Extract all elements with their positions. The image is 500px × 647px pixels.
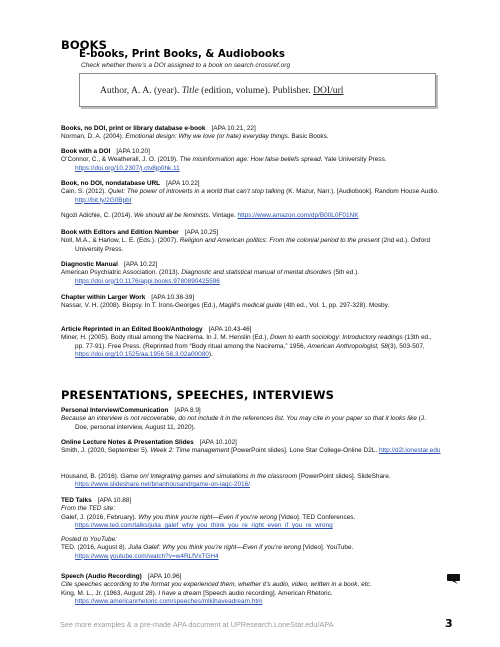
entry-book-no-doi: Books, no DOI, print or library database e-book [APA 10.21, 22] Norman, D. A. (2004). Emotional design: Why we love (or hate) everyday things. Basic Books.	[61, 125, 441, 142]
reference: Cain, S. (2012). Quiet: The power of introverts in a world that can’t stop talking (K. Mazur, Narr.). [Audiobook]. Random House Audio. http://bit.ly/2G0Bpbl	[61, 188, 439, 204]
entry-diagnostic-manual: Diagnostic Manual [APA 10.22] American Psychiatric Association. (2013). Diagnostic and statistical manual of mental disorders (5th ed.). https://doi.org/10.1176/appi.books.9780890425596	[61, 261, 441, 286]
reference: Ngozi Adichie, C. (2014). We should all be feminists. Vintage. https://www.amazon.com/dp/B00L0F01NK	[61, 212, 359, 219]
reference: Noll, M.A., & Harlow, L. E. (Eds.). (2007). Religion and American politics: From the colonial period to the present (2nd ed.). Oxford University Press.	[61, 237, 431, 253]
entry-chapter: Chapter within Larger Work [APA 10.38-39] Nassar, V. H. (2008). Biopsy. In T. Irons-Georges (Ed.), Magill’s medical guide (4th ed., Vol. 1, pp. 297-328). Mosby.	[61, 294, 441, 311]
entry-slideshare	[61, 473, 441, 490]
reference: Galef, J. (2016, February). Why you think you’re right—Even if you’re wrong [Video]. TED Conferences. https://www.ted.com/talks/julia_galef_why_you_think_you_re_right_even_if_you_re_wrong	[61, 513, 356, 529]
comment-icon[interactable]	[446, 573, 461, 585]
entry-lecture-slides: Online Lecture Notes & Presentation Slides [APA 10.102] Smith, J. (2020, September 5). Week 2: Time management [PowerPoint slides]. Lone Star College-Online D2L. http://d2l.lonestar.edu	[61, 439, 441, 455]
doi-link[interactable]: https://doi.org/10.1176/appi.books.9780890425596	[75, 277, 220, 285]
reference: Because an interview is not recoverable, do not include it in the references list. You may cite in your paper so that it looks like (J. Doe, personal interview, August 11, 2020).	[61, 415, 426, 431]
doi-link[interactable]: https://doi.org/10.1525/aa.1956.58.3.02a00080	[75, 350, 209, 358]
reference: Nassar, V. H. (2008). Biopsy. In T. Irons-Georges (Ed.), Magill’s medical guide (4th ed., Vol. 1, pp. 297-328). Mosby.	[61, 302, 390, 310]
books-heading: BOOKS	[61, 38, 108, 52]
presentations-heading: PRESENTATIONS, SPEECHES, INTERVIEWS	[61, 388, 334, 402]
url-link[interactable]: https://www.amazon.com/dp/B00L0F01NK	[237, 212, 359, 219]
reference: Smith, J. (2020, September 5). Week 2: Time management [PowerPoint slides]. Lone Star College-Online D2L. http://d2l.lonestar.edu	[61, 447, 441, 455]
entry-book-editors: Book with Editors and Edition Number [APA 10.25] Noll, M.A., & Harlow, L. E. (Eds.). (2007). Religion and American politics: From the colonial period to the present (2nd ed.). Oxford University Press.	[61, 229, 441, 254]
footer-text: See more examples & a pre-made APA document at UPResearch.LoneStar.edu/APA	[60, 620, 334, 629]
url-link[interactable]: https://www.slideshare.net/brianhousand/game-on-iagc-2016/	[75, 481, 250, 489]
reference: Housand, B. (2016). Game on! Integrating games and simulations in the classroom [PowerPoint slides]. SlideShare. https://www.slideshare.net/brianhousand/game-on-iagc-2016/	[61, 473, 391, 489]
url-link[interactable]: http://bit.ly/2G0Bpbl	[75, 196, 132, 204]
url-link[interactable]: https://www.youtube.com/watch?v=w4RLfVxTGH4	[75, 552, 219, 560]
entry-speech: Speech (Audio Recording) [APA 10.96] Cite speeches according to the format you experienced them, whether it’s audio, video, written in a book, etc. King, M. L., Jr. (1963, August 28). I have a dream [Speech audio recording]. American Rhetoric. https://www.americanrhetoric.com/speeches/mlkihaveadream.htm	[61, 573, 441, 606]
url-link[interactable]: https://www.ted.com/talks/julia_galef_why_you_think_you_re_right_even_if_you_re_wrong	[75, 521, 333, 529]
entry-reprinted-article: Article Reprinted in an Edited Book/Anthology [APA 10.43-46] Miner, H. (2005). Body ritual among the Nacirema. In J. M. Henslin (Ed.), Down to earth sociology: Introductory readings (13th ed., pp. 77-91). Free Press. (Reprinted from “Body ritual among the Nacirema,” 1956, American Anthropologist, 58(3), 503-507, https://doi.org/10.1525/aa.1956.58.3.02a00080).	[61, 326, 441, 359]
entry-personal-interview: Personal Interview/Communication [APA 8.9] Because an interview is not recoverable, do not include it in the references list. You may cite in your paper so that it looks like (J. Doe, personal interview, August 11, 2020).	[61, 407, 441, 432]
entry-book-amazon	[61, 212, 441, 220]
book-format-box: Author, A. A. (year). Title (edition, volume). Publisher. DOI/url	[79, 73, 436, 107]
entry-ted-talks: TED Talks [APA 10.88] From the TED site: Galef, J. (2016, February). Why you think you’re right—Even if you’re wrong [Video]. TED Conferences. https://www.ted.com/talks/julia_galef_why_you_think_you_re_right_even_if_you_re_wrong Posted to YouTube: TED. (2016, August 8). Julia Galef: Why you think you’re right—Even if you’re wrong [Video]. YouTube. https://www.youtube.com/watch?v=w4RLfVxTGH4	[61, 497, 441, 561]
reference: Norman, D. A. (2004). Emotional design: Why we love (or hate) everyday things. Basic Books.	[61, 133, 329, 141]
reference: O’Connor, C., & Weatherall, J. O. (2019). The misinformation age: How false beliefs spread. Yale University Press. https://doi.org/10.2307/j.ctv8jp0hk.11	[61, 156, 387, 172]
url-link[interactable]: http://d2l.lonestar.edu	[378, 447, 441, 455]
reference: TED. (2016, August 8). Julia Galef: Why you think you’re right—Even if you’re wrong [Video]. YouTube. https://www.youtube.com/watch?v=w4RLfVxTGH4	[61, 544, 354, 560]
reference: Miner, H. (2005). Body ritual among the Nacirema. In J. M. Henslin (Ed.), Down to earth sociology: Introductory readings (13th ed., pp. 77-91). Free Press. (Reprinted from “Body ritual among the Nacirema,” 1956, American Anthropologist, 58(3), 503-507, https://doi.org/10.1525/aa.1956.58.3.02a00080).	[61, 334, 432, 358]
entry-book-nondatabase-url: Book, no DOI, nondatabase URL [APA 10.22] Cain, S. (2012). Quiet: The power of introverts in a world that can’t stop talking (K. Mazur, Narr.). [Audiobook]. Random House Audio. http://bit.ly/2G0Bpbl	[61, 180, 441, 205]
reference: King, M. L., Jr. (1963, August 28). I have a dream [Speech audio recording]. American Rhetoric. https://www.americanrhetoric.com/speeches/mlkihaveadream.htm	[61, 589, 333, 605]
books-subheading: E-books, Print Books, & Audiobooks	[79, 49, 285, 60]
url-link[interactable]: https://www.americanrhetoric.com/speeches/mlkihaveadream.htm	[75, 597, 263, 605]
reference: American Psychiatric Association. (2013). Diagnostic and statistical manual of mental disorders (5th ed.). https://doi.org/10.1176/appi.books.9780890425596	[61, 269, 360, 285]
doi-link[interactable]: https://doi.org/10.2307/j.ctv8jp0hk.11	[75, 164, 180, 172]
books-note: Check whether there’s a DOI assigned to a book on search.crossref.org	[81, 62, 291, 69]
entry-book-with-doi: Book with a DOI [APA 10.20] O’Connor, C., & Weatherall, J. O. (2019). The misinformation age: How false beliefs spread. Yale University Press. https://doi.org/10.2307/j.ctv8jp0hk.11	[61, 148, 441, 173]
page-number: 3	[445, 617, 453, 630]
